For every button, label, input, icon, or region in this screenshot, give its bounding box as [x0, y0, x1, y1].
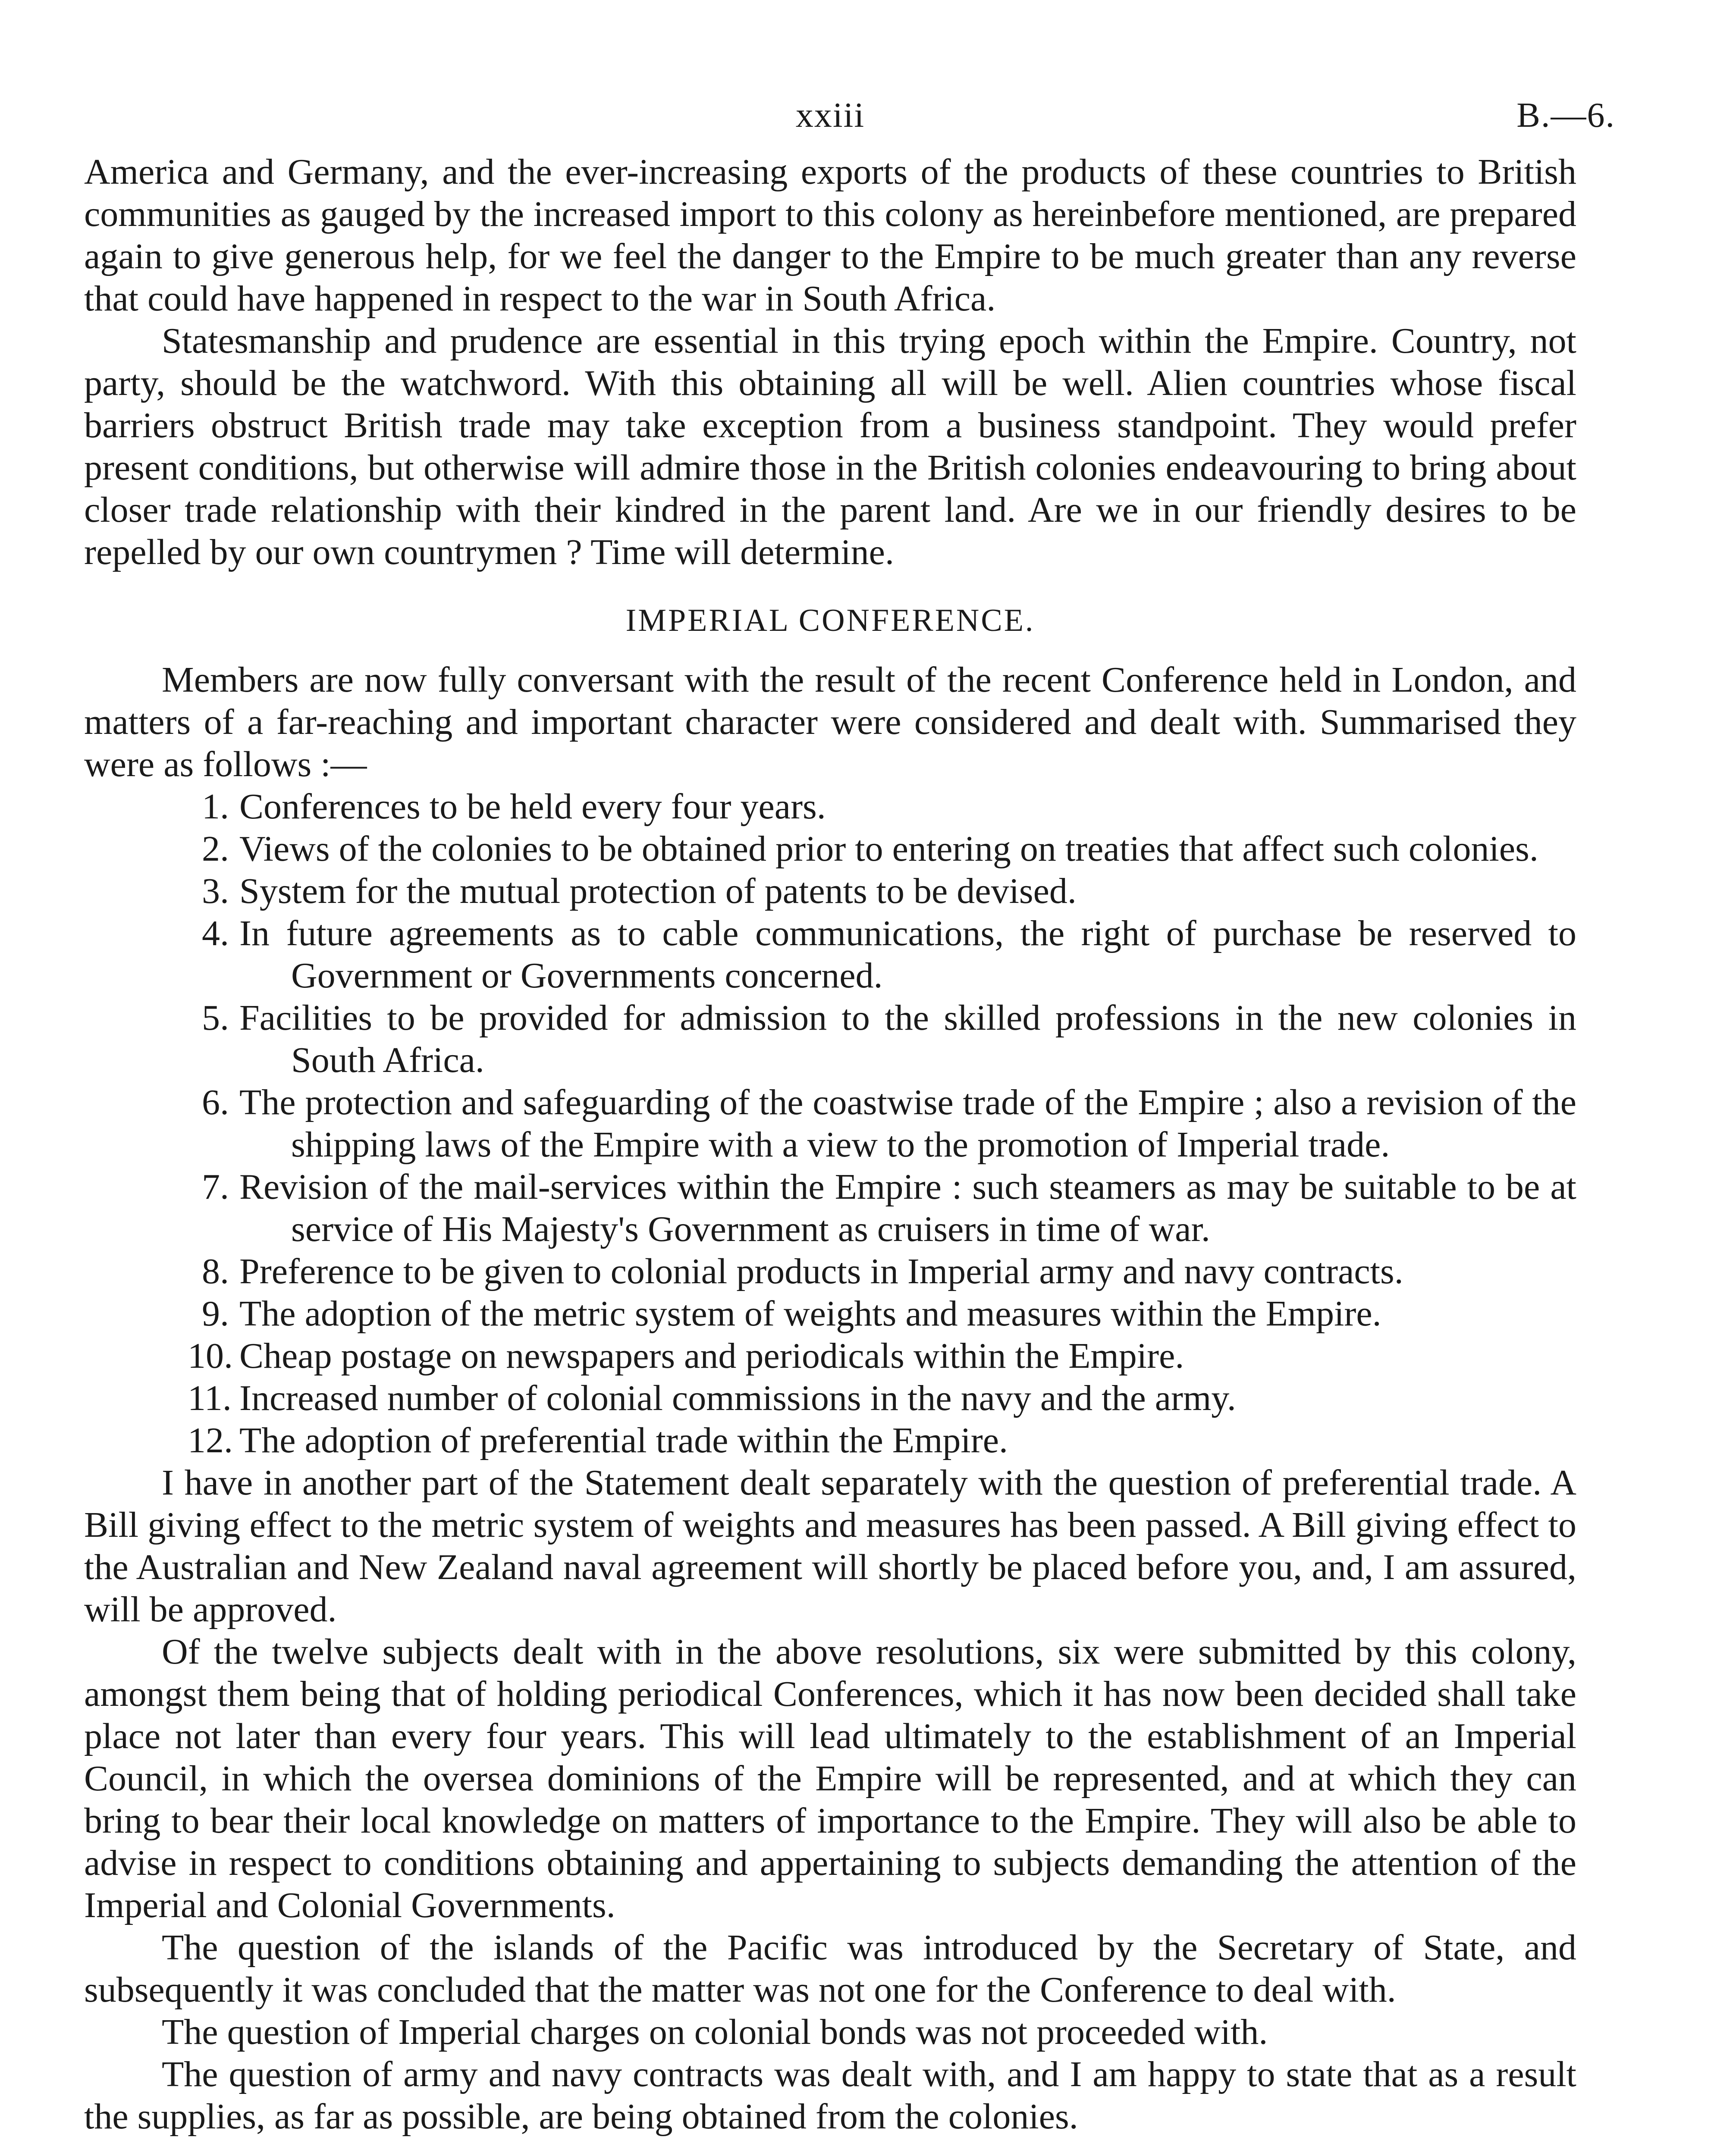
colonial-bonds-paragraph: The question of Imperial charges on colonial bonds was not proceeded with.	[162, 2012, 1268, 2052]
running-head	[84, 86, 1615, 151]
resolution-number: 7.	[202, 1167, 229, 1207]
resolution-number: 4.	[202, 913, 229, 953]
resolution-text: Cheap postage on newspapers and periodicals within the Empire.	[239, 1336, 1184, 1376]
paper-reference: B.—6.	[1516, 95, 1615, 135]
resolution-number: 8.	[202, 1251, 229, 1291]
page-number: xxiii	[795, 95, 865, 135]
resolution-text: Conferences to be held every four years.	[239, 787, 826, 827]
resolution-number: 6.	[202, 1082, 229, 1122]
resolution-text: The adoption of the metric system of weights and measures within the Empire.	[239, 1294, 1381, 1334]
resolution-item	[84, 997, 1576, 1081]
resolution-item	[84, 1293, 1576, 1335]
twelve-subjects-paragraph: Of the twelve subjects dealt with in the above resolutions, six were submitted by this colony, amongst them being that of holding periodical Conferences, which it has now been decided shall take place not later than every four years. This will lead ultimately to the establishment of an Imperial Council, in which the oversea dominions of the Empire will be represented, and at which they can bring to bear their local knowledge on matters of importance to the Empire. They will also be able to advise in respect to conditions obtaining and appertaining to subjects demanding the attention of the Imperial and Colonial Governments.	[84, 1632, 1576, 1925]
resolution-text: The adoption of preferential trade within the Empire.	[239, 1420, 1008, 1460]
preferential-trade-paragraph: I have in another part of the Statement dealt separately with the question of preferential trade. A Bill giving effect to the metric system of weights and measures has been passed. A Bill giving effect to the Australian and New Zealand naval agreement will shortly be placed before you, and, I am assured, will be approved.	[84, 1463, 1576, 1630]
resolution-number: 9.	[202, 1294, 229, 1334]
resolution-number: 5.	[202, 998, 229, 1038]
resolution-item	[84, 1081, 1576, 1166]
resolution-item	[84, 1335, 1576, 1377]
army-navy-contracts-paragraph: The question of army and navy contracts was dealt with, and I am happy to state that as a result the supplies, as far as possible, are being obtained from the colonies.	[84, 2054, 1576, 2137]
resolution-text: Preference to be given to colonial products in Imperial army and navy contracts.	[239, 1251, 1403, 1291]
resolution-number: 1.	[202, 787, 229, 827]
resolution-text: In future agreements as to cable communications, the right of purchase be reserved to Government or Governments concerned.	[239, 913, 1576, 996]
resolution-item	[84, 786, 1576, 828]
resolutions-list	[84, 786, 1576, 1462]
resolution-number: 10.	[188, 1336, 233, 1376]
resolution-item	[84, 912, 1576, 997]
statesmanship-paragraph: Statesmanship and prudence are essential in this trying epoch within the Empire. Country, not party, should be the watchword. With this obtaining all will be well. Alien countries whose fiscal barriers obstruct British trade may take exception from a business standpoint. They would prefer present conditions, but otherwise will admire those in the British colonies endeavouring to bring about closer trade relationship with their kindred in the parent land. Are we in our friendly desires to be repelled by our own countrymen ? Time will determine.	[84, 321, 1576, 572]
resolution-text: Revision of the mail-services within the Empire : such steamers as may be suitable to be at service of His Majesty's Government as cruisers in time of war.	[239, 1167, 1576, 1249]
resolution-number: 12.	[188, 1420, 233, 1460]
resolution-text: System for the mutual protection of patents to be devised.	[239, 871, 1077, 911]
resolution-text: Facilities to be provided for admission to the skilled professions in the new colonies in South Africa.	[239, 998, 1576, 1080]
resolution-text: The protection and safeguarding of the coastwise trade of the Empire ; also a revision of the shipping laws of the Empire with a view to the promotion of Imperial trade.	[239, 1082, 1576, 1165]
resolution-item	[84, 1420, 1576, 1462]
continued-paragraph: America and Germany, and the ever-increasing exports of the products of these countries to British communities as gauged by the increased import to this colony as hereinbefore mentioned, are prepared again to give generous help, for we feel the danger to the Empire to be much greater than any reverse that could have happened in respect to the war in South Africa.	[84, 152, 1576, 319]
resolution-number: 3.	[202, 871, 229, 911]
pacific-islands-paragraph: The question of the islands of the Pacific was introduced by the Secretary of State, and subsequently it was concluded that the matter was not one for the Conference to deal with.	[84, 1927, 1576, 2010]
resolution-item	[84, 870, 1576, 912]
conference-intro-paragraph: Members are now fully conversant with the result of the recent Conference held in London, and matters of a far-reaching and important character were considered and dealt with. Summarised they were as follows :—	[84, 660, 1576, 784]
document-page	[84, 86, 1615, 2138]
resolution-text: Views of the colonies to be obtained prior to entering on treaties that affect such colonies.	[239, 829, 1538, 869]
resolution-text: Increased number of colonial commissions in the navy and the army.	[239, 1378, 1236, 1418]
resolution-number: 2.	[202, 829, 229, 869]
resolution-item	[84, 1166, 1576, 1250]
section-heading: IMPERIAL CONFERENCE.	[625, 603, 1035, 638]
resolution-item	[84, 1250, 1576, 1293]
resolution-number: 11.	[188, 1378, 232, 1418]
resolution-item	[84, 1377, 1576, 1420]
resolution-item	[84, 828, 1576, 870]
